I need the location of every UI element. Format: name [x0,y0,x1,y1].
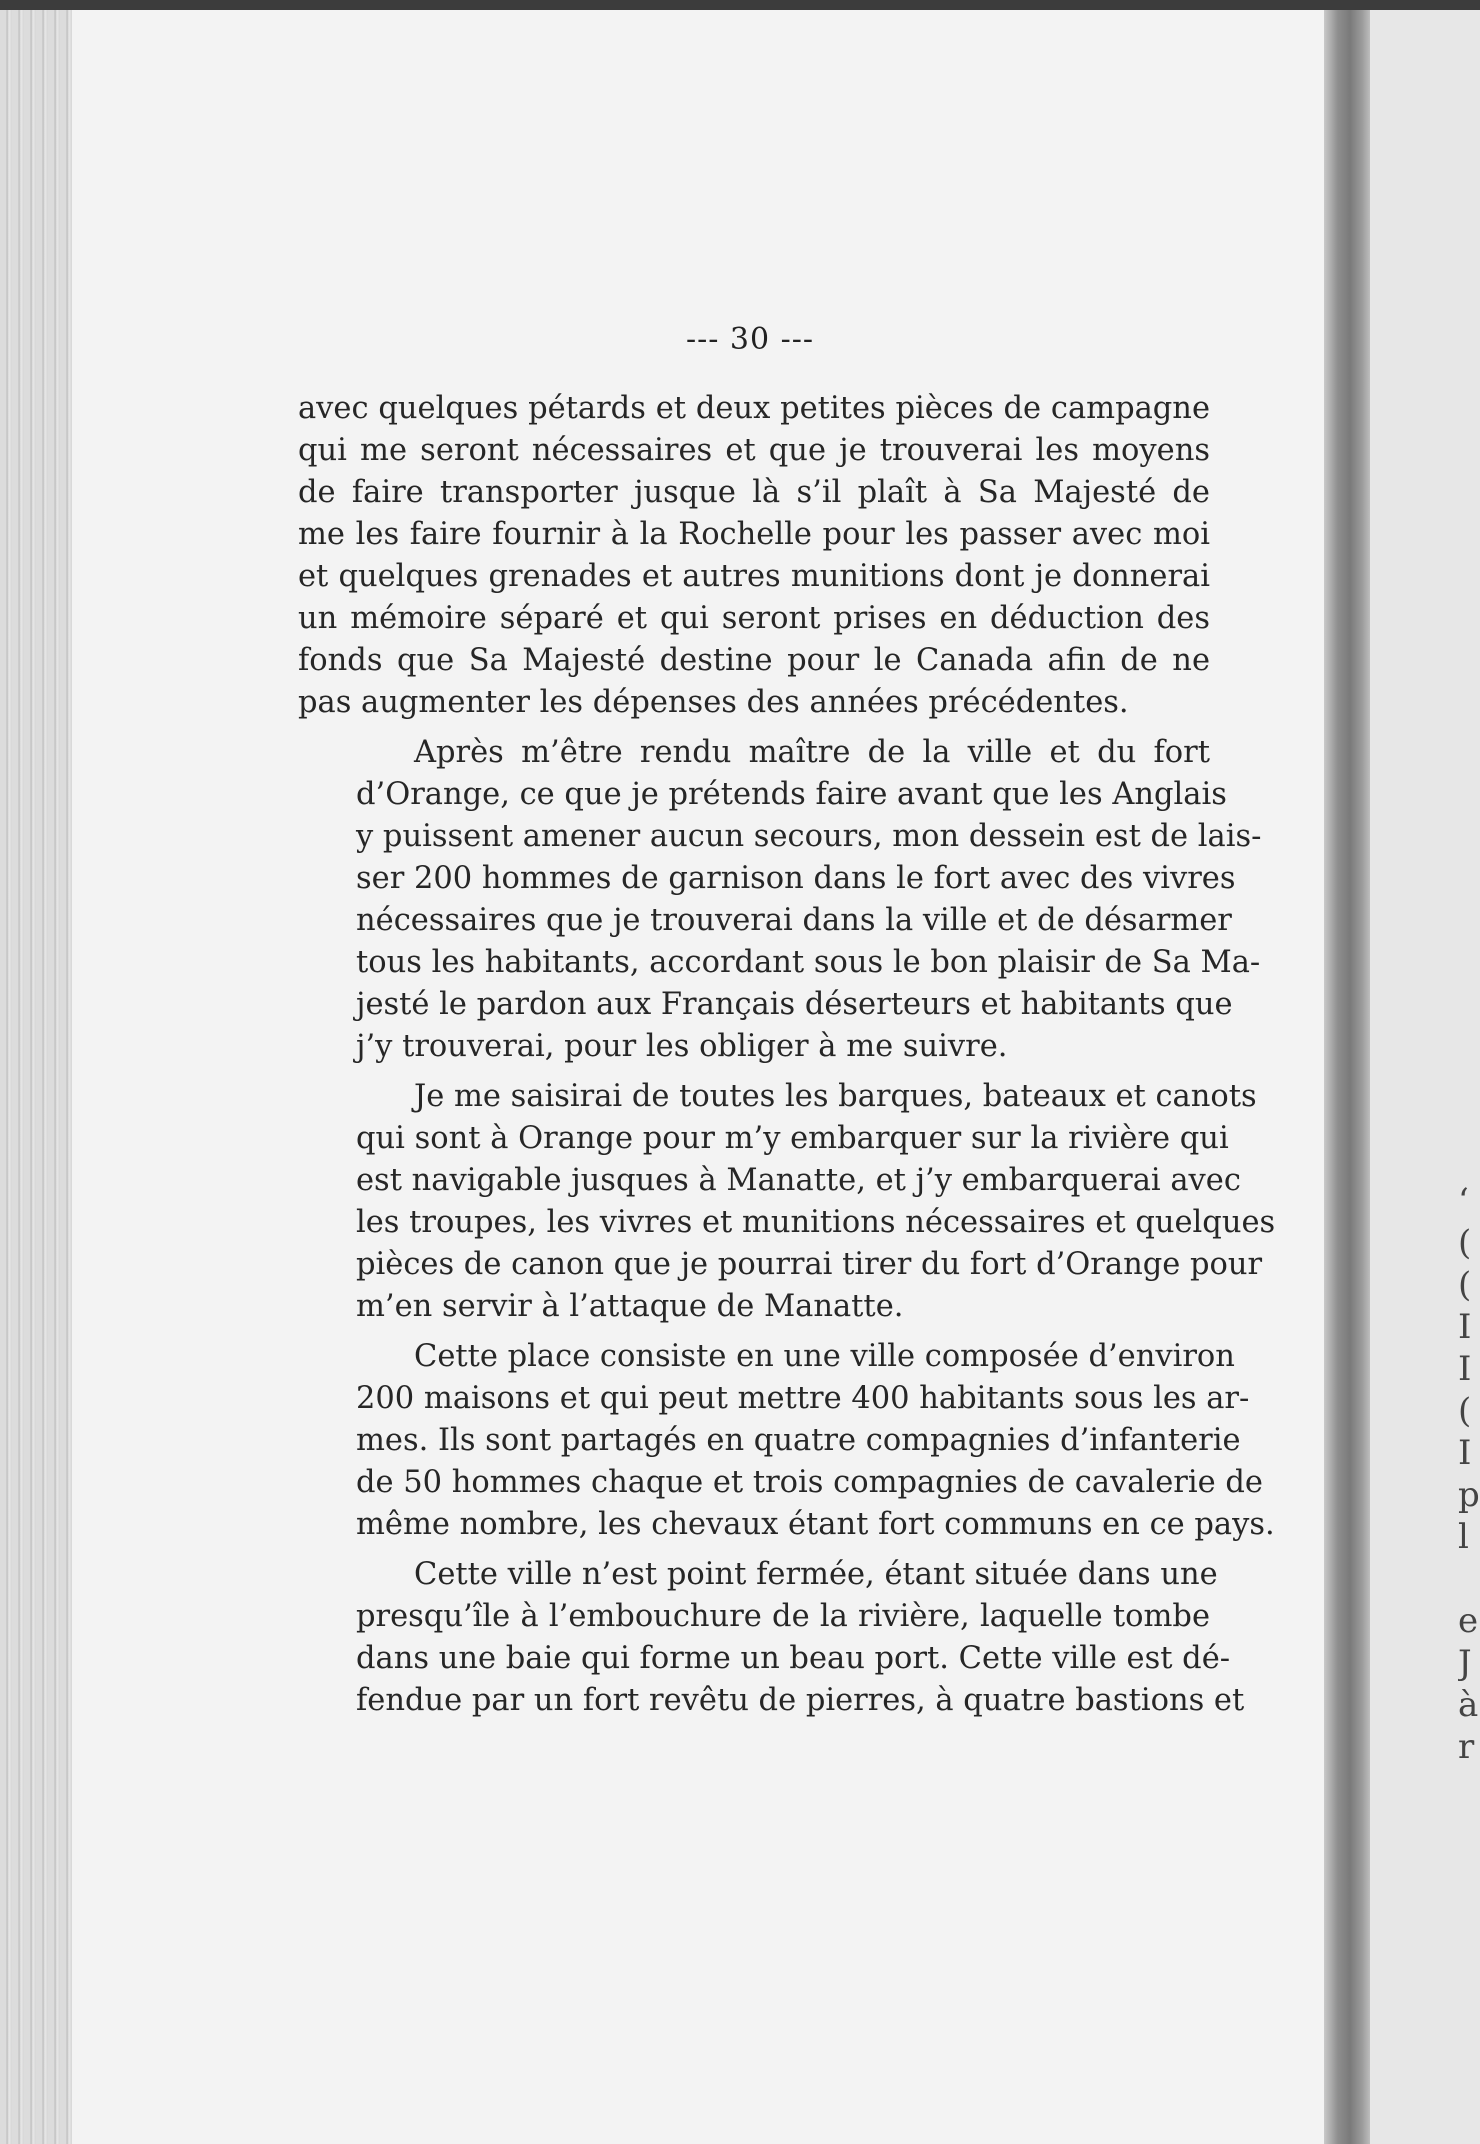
text-line: 200 maisons et qui peut mettre 400 habitants sous les ar- [356,1381,1250,1416]
text-line: et quelques grenades et autres munitions dont je donnerai [298,559,1210,594]
adjacent-page-fragment: ( [1458,1223,1472,1263]
text-line: de faire transporter jusque là s’il plaît à Sa Majesté de [298,475,1210,510]
page-edges [0,10,78,2144]
text-line: fonds que Sa Majesté destine pour le Canada afin de ne [298,643,1210,678]
adjacent-page-fragment: ( [1458,1391,1472,1431]
book-spine [1324,10,1370,2144]
text-line: me les faire fournir à la Rochelle pour les passer avec moi [298,517,1210,552]
adjacent-page-fragment: I [1458,1307,1472,1347]
text-line: j’y trouverai, pour les obliger à me suivre. [356,1029,1008,1064]
adjacent-page-fragment [1458,1558,1480,1600]
text-line: tous les habitants, accordant sous le bon plaisir de Sa Ma- [356,945,1261,980]
text-line: avec quelques pétards et deux petites pièces de campagne [298,391,1210,426]
text-line: Cette ville n’est point fermée, étant située dans une [414,1557,1218,1592]
text-line: Après m’être rendu maître de la ville et du fort [414,735,1210,770]
adjacent-page-fragment: à [1458,1685,1479,1725]
text-line: m’en servir à l’attaque de Manatte. [356,1289,904,1324]
text-line: de 50 hommes chaque et trois compagnies de cavalerie de [356,1465,1263,1500]
adjacent-page-fragment: e [1458,1601,1479,1641]
text-line: qui sont à Orange pour m’y embarquer sur la rivière qui [356,1121,1229,1156]
adjacent-page [1370,10,1480,2144]
text-line: nécessaires que je trouverai dans la ville et de désarmer [356,903,1232,938]
text-line: Cette place consiste en une ville composée d’environ [414,1339,1235,1374]
adjacent-page-fragment: J [1458,1643,1472,1683]
text-line: dans une baie qui forme un beau port. Cette ville est dé- [356,1641,1231,1676]
paragraph [298,1554,1245,1722]
paragraph [298,1076,1276,1328]
text-line: même nombre, les chevaux étant fort communs en ce pays. [356,1507,1275,1542]
text-line: ser 200 hommes de garnison dans le fort avec des vivres [356,861,1236,896]
paragraph [298,732,1262,1068]
text-line: jesté le pardon aux Français déserteurs et habitants que [356,987,1233,1022]
adjacent-page-text [1458,1180,1480,1768]
text-line: Je me saisirai de toutes les barques, bateaux et canots [414,1079,1257,1114]
adjacent-page-fragment: I [1458,1433,1472,1473]
text-line: est navigable jusques à Manatte, et j’y embarquerai avec [356,1163,1241,1198]
adjacent-page-fragment: p [1458,1475,1480,1515]
text-line: d’Orange, ce que je prétends faire avant que les Anglais [356,777,1227,812]
text-line: les troupes, les vivres et munitions nécessaires et quelques [356,1205,1276,1240]
text-line: presqu’île à l’embouchure de la rivière, laquelle tombe [356,1599,1210,1634]
text-line: fendue par un fort revêtu de pierres, à quatre bastions et [356,1683,1245,1718]
scan-top-border [0,0,1480,10]
adjacent-page-fragment: ‘ [1458,1181,1469,1221]
adjacent-page-fragment: l [1458,1517,1469,1557]
text-line: un mémoire séparé et qui seront prises en déduction des [298,601,1210,636]
text-line: pièces de canon que je pourrai tirer du fort d’Orange pour [356,1247,1263,1282]
page-number: --- 30 --- [685,322,815,357]
body-text [298,388,1276,1730]
paragraph [298,1336,1275,1546]
text-line: qui me seront nécessaires et que je trouverai les moyens [298,433,1210,468]
text-line: pas augmenter les dépenses des années précédentes. [298,685,1129,720]
adjacent-page-fragment: r [1458,1727,1475,1767]
adjacent-page-fragment: ( [1458,1265,1472,1305]
text-line: y puissent amener aucun secours, mon dessein est de lais- [356,819,1262,854]
paragraph [298,388,1210,724]
adjacent-page-fragment: I [1458,1349,1472,1389]
text-line: mes. Ils sont partagés en quatre compagnies d’infanterie [356,1423,1241,1458]
